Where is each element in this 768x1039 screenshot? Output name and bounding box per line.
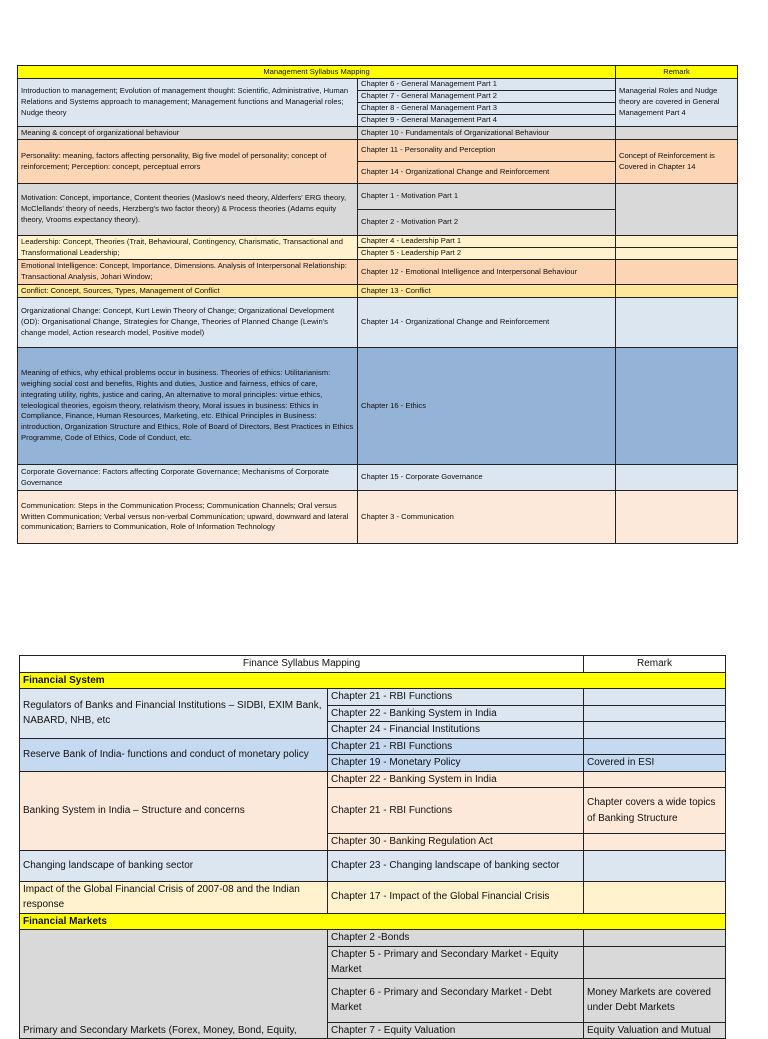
section-header-row xyxy=(20,913,726,930)
table-row xyxy=(18,465,738,491)
section-title: Financial Markets xyxy=(20,913,726,930)
remark-cell: Money Markets are covered under Debt Markets xyxy=(584,978,726,1022)
remark-cell xyxy=(584,722,726,739)
remark-cell xyxy=(616,248,738,260)
chapter-cell: Chapter 14 - Organizational Change and Reinforcement xyxy=(358,162,616,184)
chapter-cell: Chapter 30 - Banking Regulation Act xyxy=(328,834,584,851)
remark-cell xyxy=(584,881,726,913)
chapter-cell: Chapter 1 - Motivation Part 1 xyxy=(358,184,616,210)
table-row xyxy=(18,140,738,162)
table-row xyxy=(18,348,738,465)
chapter-cell: Chapter 15 - Corporate Governance xyxy=(358,465,616,491)
table-row xyxy=(18,285,738,298)
table-row xyxy=(20,930,726,947)
topic-cell: Organizational Change: Concept, Kurt Lewin Theory of Change; Organizational Development (OD): Organisational Change, Strategies for Change, Theories of Planned Change (Lewin's change model, Action research model, Positive model) xyxy=(18,298,358,348)
topic-cell: Primary and Secondary Markets (Forex, Money, Bond, Equity, xyxy=(20,930,328,1039)
topic-cell: Corporate Governance: Factors affecting Corporate Governance; Mechanisms of Corporate Governance xyxy=(18,465,358,491)
remark-cell xyxy=(616,184,738,236)
chapter-cell: Chapter 7 - General Management Part 2 xyxy=(358,91,616,103)
chapter-cell: Chapter 24 - Financial Institutions xyxy=(328,722,584,739)
chapter-cell: Chapter 14 - Organizational Change and Reinforcement xyxy=(358,298,616,348)
management-header-row xyxy=(18,66,738,79)
topic-cell: Motivation: Concept, importance, Content theories (Maslow's need theory, Alderfers' ERG theory, McClellands' theory of needs, Herzberg's two factor theory) & Process theories (Adams equity theory, Vrooms expectancy theory). xyxy=(18,184,358,236)
table-row xyxy=(18,79,738,91)
topic-cell: Personality: meaning, factors affecting personality, Big five model of personality; concept of reinforcement; Perception: concept, perceptual errors xyxy=(18,140,358,184)
section-title: Financial System xyxy=(20,672,726,689)
chapter-cell: Chapter 5 - Primary and Secondary Market - Equity Market xyxy=(328,946,584,978)
topic-cell: Introduction to management; Evolution of management thought: Scientific, Administrative, Human Relations and Systems approach to management; Management functions and Managerial roles; Nudge theory xyxy=(18,79,358,127)
table-row xyxy=(20,850,726,881)
remark-cell: Chapter covers a wide topics of Banking Structure xyxy=(584,788,726,834)
topic-cell: Meaning & concept of organizational behaviour xyxy=(18,127,358,140)
remark-cell xyxy=(584,705,726,722)
topic-cell: Meaning of ethics, why ethical problems occur in business. Theories of ethics: Utilitarianism: weighing social cost and benefits, Rights and duties, Justice and fairness, ethics of care, integrating utility, rights, justice and caring, An alternative to moral principles: virtue ethics, teleological theories, egoism theory, relativism theory, Moral issues in business: Ethics in Compliance, Finance, Human Resources, Marketing, etc. Ethical Principles in Business: introduction, Organization Structure and Ethics, Role of Board of Directors, Best Practices in Ethics Programme, Code of Ethics, Code of Conduct, etc. xyxy=(18,348,358,465)
finance-remark-header: Remark xyxy=(584,656,726,673)
table-row xyxy=(18,260,738,285)
remark-cell: Covered in ESI xyxy=(584,755,726,772)
topic-cell: Leadership: Concept, Theories (Trait, Behavioural, Contingency, Charismatic, Transactional and Transformational Leadership; xyxy=(18,236,358,260)
remark-cell xyxy=(584,738,726,755)
management-remark-header: Remark xyxy=(616,66,738,79)
table-row xyxy=(20,738,726,755)
management-table-title: Management Syllabus Mapping xyxy=(18,66,616,79)
remark-cell xyxy=(616,465,738,491)
remark-cell: Concept of Reinforcement is Covered in Chapter 14 xyxy=(616,140,738,184)
table-row xyxy=(18,236,738,248)
remark-cell xyxy=(584,834,726,851)
topic-cell: Emotional Intelligence: Concept, Importance, Dimensions. Analysis of Interpersonal Relationship: Transactional Analysis, Johari Window; xyxy=(18,260,358,285)
chapter-cell: Chapter 6 - General Management Part 1 xyxy=(358,79,616,91)
chapter-cell: Chapter 2 - Motivation Part 2 xyxy=(358,210,616,236)
topic-cell: Regulators of Banks and Financial Institutions – SIDBI, EXIM Bank, NABARD, NHB, etc xyxy=(20,689,328,739)
chapter-cell: Chapter 6 - Primary and Secondary Market - Debt Market xyxy=(328,978,584,1022)
chapter-cell: Chapter 13 - Conflict xyxy=(358,285,616,298)
table-row xyxy=(20,881,726,913)
remark-cell xyxy=(584,771,726,788)
topic-cell: Impact of the Global Financial Crisis of 2007-08 and the Indian response xyxy=(20,881,328,913)
chapter-cell: Chapter 21 - RBI Functions xyxy=(328,689,584,706)
finance-header-row xyxy=(20,656,726,673)
table-row xyxy=(18,491,738,544)
chapter-cell: Chapter 2 -Bonds xyxy=(328,930,584,947)
remark-cell xyxy=(584,946,726,978)
topic-cell: Reserve Bank of India- functions and conduct of monetary policy xyxy=(20,738,328,771)
chapter-cell: Chapter 23 - Changing landscape of banking sector xyxy=(328,850,584,881)
chapter-cell: Chapter 3 - Communication xyxy=(358,491,616,544)
remark-cell xyxy=(616,127,738,140)
chapter-cell: Chapter 12 - Emotional Intelligence and Interpersonal Behaviour xyxy=(358,260,616,285)
topic-cell: Changing landscape of banking sector xyxy=(20,850,328,881)
remark-cell: Managerial Roles and Nudge theory are covered in General Management Part 4 xyxy=(616,79,738,127)
remark-cell xyxy=(584,850,726,881)
remark-cell xyxy=(616,298,738,348)
table-row xyxy=(18,127,738,140)
chapter-cell: Chapter 11 - Personality and Perception xyxy=(358,140,616,162)
remark-cell xyxy=(616,236,738,248)
chapter-cell: Chapter 8 - General Management Part 3 xyxy=(358,103,616,115)
chapter-cell: Chapter 19 - Monetary Policy xyxy=(328,755,584,772)
table-row xyxy=(18,184,738,210)
chapter-cell: Chapter 4 - Leadership Part 1 xyxy=(358,236,616,248)
chapter-cell: Chapter 22 - Banking System in India xyxy=(328,771,584,788)
chapter-cell: Chapter 10 - Fundamentals of Organizational Behaviour xyxy=(358,127,616,140)
chapter-cell: Chapter 9 - General Management Part 4 xyxy=(358,115,616,127)
remark-cell xyxy=(616,260,738,285)
topic-cell: Conflict: Concept, Sources, Types, Management of Conflict xyxy=(18,285,358,298)
chapter-cell: Chapter 7 - Equity Valuation xyxy=(328,1022,584,1039)
remark-cell xyxy=(616,348,738,465)
table-row xyxy=(18,298,738,348)
section-header-row xyxy=(20,672,726,689)
management-mapping-table xyxy=(17,65,738,544)
chapter-cell: Chapter 5 - Leadership Part 2 xyxy=(358,248,616,260)
table-row xyxy=(20,689,726,706)
finance-table-title: Finance Syllabus Mapping xyxy=(20,656,584,673)
topic-cell: Banking System in India – Structure and concerns xyxy=(20,771,328,850)
chapter-cell: Chapter 22 - Banking System in India xyxy=(328,705,584,722)
remark-cell xyxy=(616,285,738,298)
table-row xyxy=(20,771,726,788)
chapter-cell: Chapter 17 - Impact of the Global Financial Crisis xyxy=(328,881,584,913)
finance-mapping-table xyxy=(19,655,726,1039)
remark-cell xyxy=(584,930,726,947)
topic-cell: Communication: Steps in the Communication Process; Communication Channels; Oral versus Written Communication; Verbal versus non-verbal Communication; upward, downward and lateral communication; Barriers to Communication, Role of Information Technology xyxy=(18,491,358,544)
chapter-cell: Chapter 21 - RBI Functions xyxy=(328,738,584,755)
remark-cell: Equity Valuation and Mutual xyxy=(584,1022,726,1039)
remark-cell xyxy=(584,689,726,706)
remark-cell xyxy=(616,491,738,544)
chapter-cell: Chapter 21 - RBI Functions xyxy=(328,788,584,834)
chapter-cell: Chapter 16 - Ethics xyxy=(358,348,616,465)
